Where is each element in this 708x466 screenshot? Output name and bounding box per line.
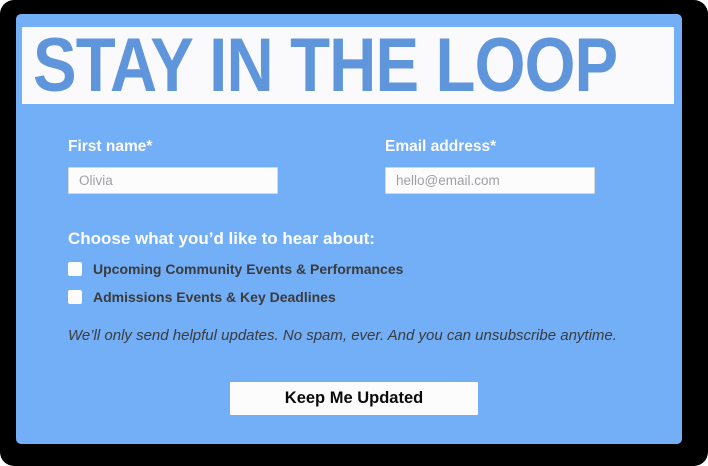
admissions-events-label: Admissions Events & Key Deadlines: [93, 289, 336, 305]
page-title: STAY IN THE LOOP: [33, 27, 618, 104]
first-name-label: First name*: [68, 138, 153, 155]
header-band: [22, 27, 674, 104]
keep-me-updated-button[interactable]: Keep Me Updated: [230, 382, 478, 415]
community-events-checkbox[interactable]: [68, 262, 82, 276]
first-name-input[interactable]: [68, 167, 278, 194]
option-community-events[interactable]: [68, 261, 403, 277]
choices-heading: Choose what you’d like to hear about:: [68, 229, 375, 248]
signup-card: [16, 14, 682, 444]
privacy-disclaimer: We’ll only send helpful updates. No spam, ever. And you can unsubscribe anytime.: [68, 327, 617, 344]
option-admissions-events[interactable]: [68, 289, 336, 305]
email-field-group: [385, 138, 595, 194]
email-label: Email address*: [385, 138, 497, 155]
email-input[interactable]: [385, 167, 595, 194]
community-events-label: Upcoming Community Events & Performances: [93, 261, 404, 277]
first-name-field-group: [68, 138, 278, 194]
admissions-events-checkbox[interactable]: [68, 290, 82, 304]
